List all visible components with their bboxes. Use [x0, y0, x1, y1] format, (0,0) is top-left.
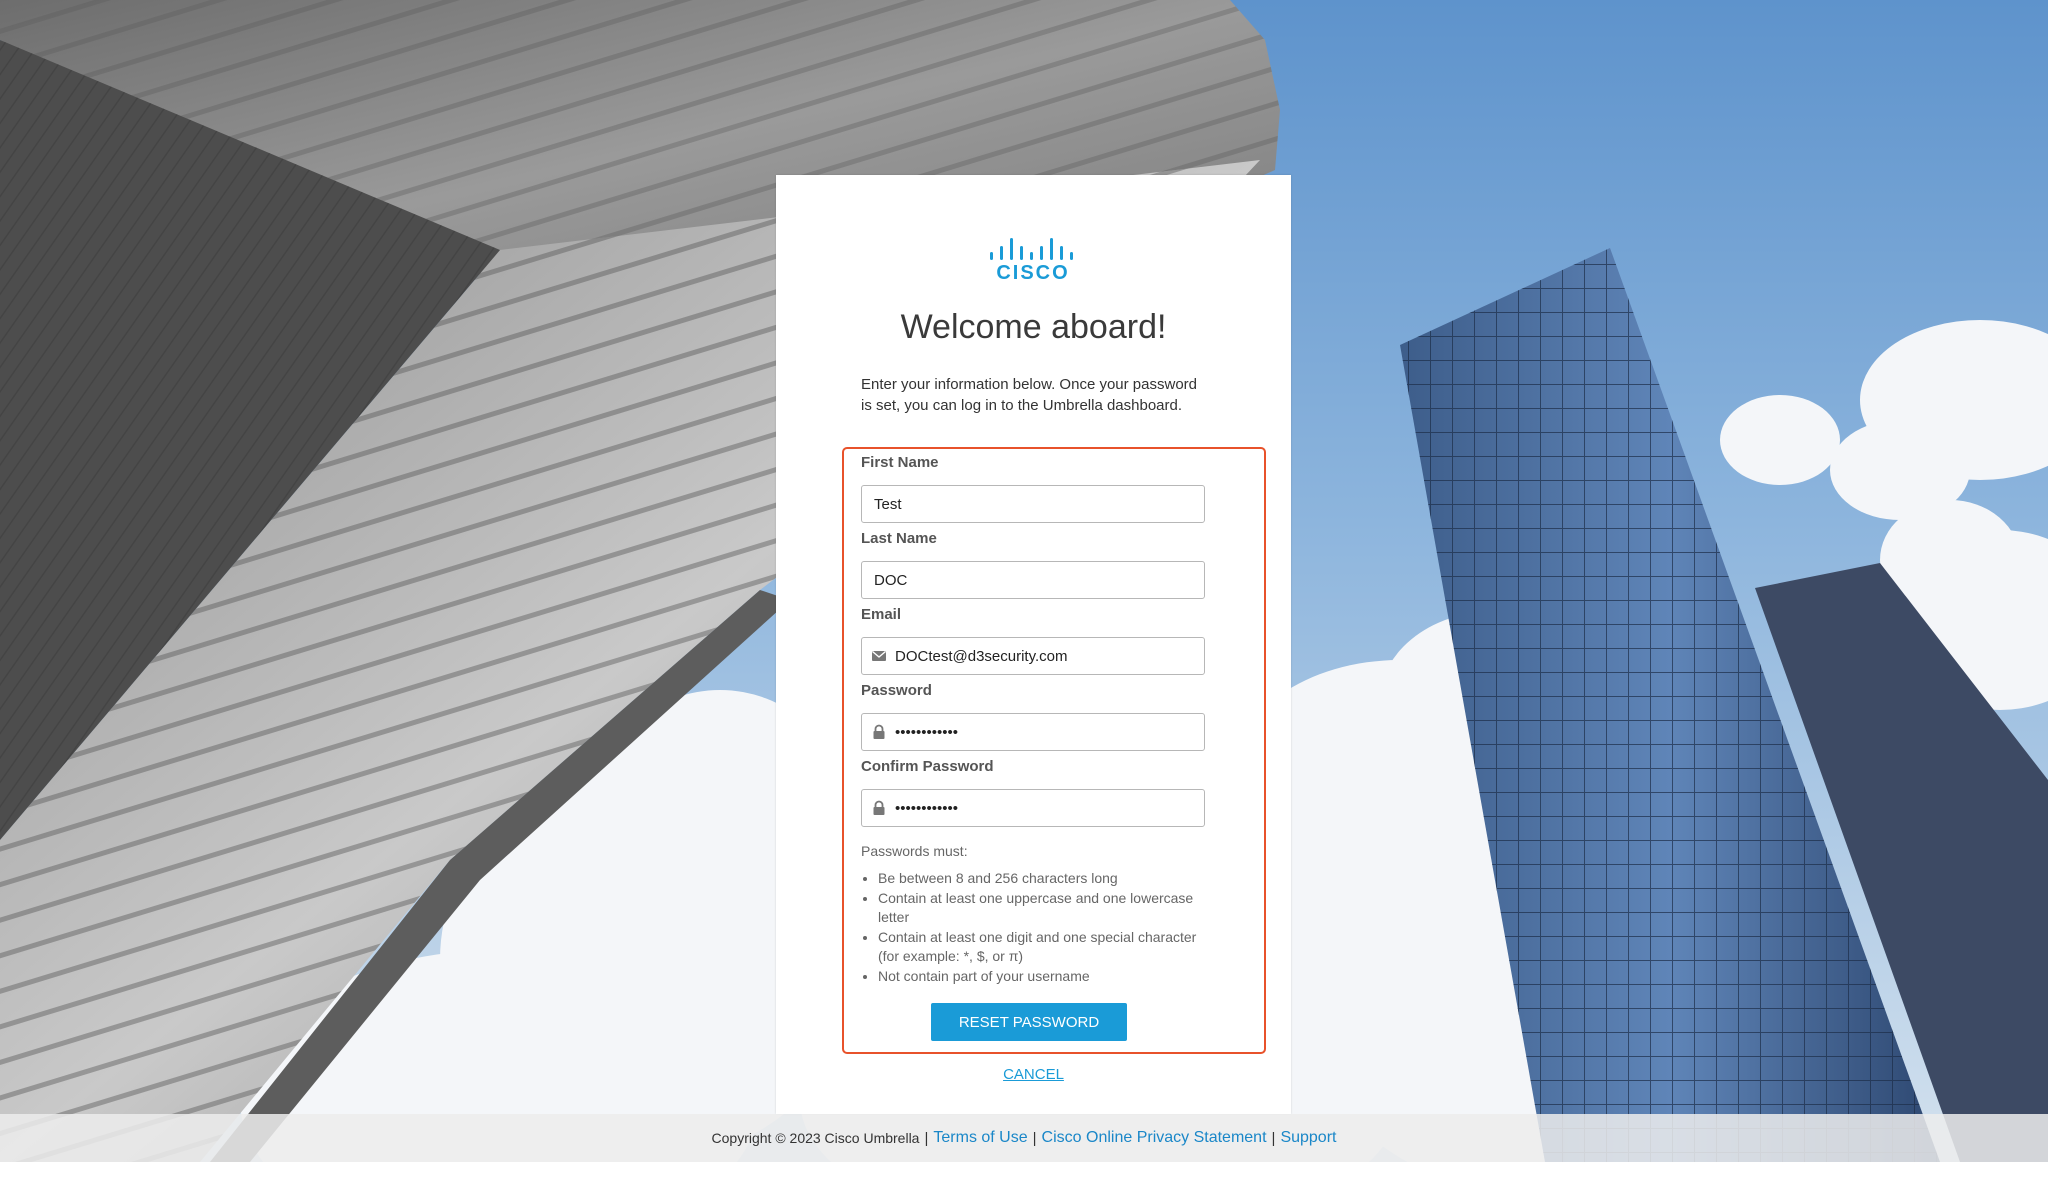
cancel-container — [776, 1066, 1291, 1083]
password-rule: • Be between 8 and 256 characters long — [878, 869, 1208, 889]
reset-password-form — [842, 447, 1266, 1054]
terms-of-use-link[interactable]: Terms of Use — [933, 1129, 1028, 1146]
reset-password-card — [776, 175, 1291, 1114]
password-rule: • Contain at least one digit and one special character (for example: *, $, or π) — [878, 928, 1208, 967]
footer-separator: | — [1271, 1129, 1276, 1147]
email-label: Email — [861, 606, 902, 623]
support-link[interactable]: Support — [1280, 1129, 1337, 1146]
last-name-input[interactable] — [862, 562, 1204, 598]
last-name-label: Last Name — [861, 530, 937, 547]
intro-text: Enter your information below. Once your password is set, you can log in to the Umbrella dashboard. — [861, 376, 1197, 414]
last-name-field[interactable] — [861, 561, 1205, 599]
confirm-password-label: Confirm Password — [861, 758, 994, 775]
lock-icon — [871, 800, 887, 816]
password-rules-heading: Passwords must: — [861, 843, 968, 859]
password-input[interactable] — [887, 714, 1204, 750]
lock-icon — [871, 724, 887, 740]
cancel-link[interactable]: CANCEL — [1003, 1066, 1064, 1083]
confirm-password-input[interactable] — [887, 790, 1204, 826]
first-name-label: First Name — [861, 454, 939, 471]
svg-text:CISCO: CISCO — [996, 262, 1070, 283]
page-title: Welcome aboard! — [900, 308, 1167, 346]
envelope-icon — [871, 648, 887, 664]
cisco-logo — [987, 235, 1079, 283]
email-input[interactable] — [887, 638, 1204, 674]
footer-separator: | — [924, 1129, 929, 1147]
email-field[interactable] — [861, 637, 1205, 675]
copyright-text: Copyright © 2023 Cisco Umbrella — [711, 1130, 920, 1146]
password-rule: • Contain at least one uppercase and one lowercase letter — [878, 889, 1208, 928]
footer — [0, 1114, 2048, 1162]
first-name-field[interactable] — [861, 485, 1205, 523]
password-rule: • Not contain part of your username — [878, 967, 1208, 987]
password-rules-list — [861, 869, 1208, 986]
password-label: Password — [861, 682, 932, 699]
password-field[interactable] — [861, 713, 1205, 751]
confirm-password-field[interactable] — [861, 789, 1205, 827]
reset-password-button[interactable]: RESET PASSWORD — [931, 1003, 1127, 1041]
first-name-input[interactable] — [862, 486, 1204, 522]
privacy-statement-link[interactable]: Cisco Online Privacy Statement — [1041, 1129, 1267, 1146]
footer-separator: | — [1032, 1129, 1037, 1147]
